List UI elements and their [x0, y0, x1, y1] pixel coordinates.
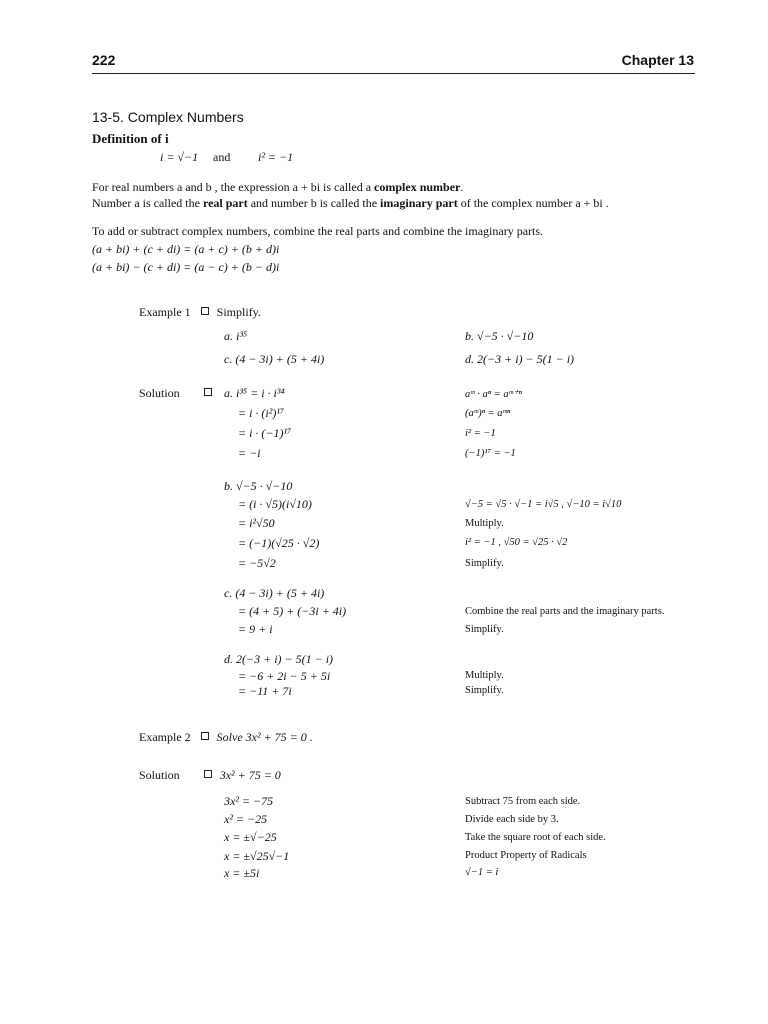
solution-step: = 9 + i: [238, 622, 273, 636]
section-title: 13-5. Complex Numbers: [92, 109, 244, 125]
solution-note: i² = −1 , √50 = √25 · √2: [465, 537, 568, 548]
solution-step: = −5√2: [238, 556, 276, 570]
definition-and: and: [213, 150, 231, 164]
solution-note: Simplify.: [465, 558, 504, 569]
solution-step: c. (4 − 3i) + (5 + 4i): [224, 586, 325, 600]
example-1-part-a: a. i³⁵: [224, 329, 248, 343]
solution-note: √−1 = i: [465, 867, 499, 878]
solution-note: Subtract 75 from each side.: [465, 796, 581, 807]
solution-step: = (−1)(√25 · √2): [238, 536, 320, 550]
example-1-part-b: b. √−5 · √−10: [465, 329, 534, 343]
solution-step: d. 2(−3 + i) − 5(1 − i): [224, 652, 334, 666]
solution-step: = −i: [238, 446, 261, 460]
solution-note: aᵐ · aⁿ = aᵐ⁺ⁿ: [465, 389, 522, 400]
solution-step: b. √−5 · √−10: [224, 479, 293, 493]
solution-1-label: Solution: [139, 386, 220, 401]
solution-note: (−1)¹⁷ = −1: [465, 448, 516, 459]
solution-step: = −11 + 7i: [238, 684, 292, 698]
solution-step: a. i³⁵ = i · i³⁴: [224, 386, 285, 400]
solution-note: Simplify.: [465, 624, 504, 635]
solution-step: x = ±√−25: [224, 830, 277, 844]
solution-2-label: Solution 3x² + 75 = 0: [139, 768, 281, 782]
square-bullet-icon: [201, 732, 209, 740]
solution-note: Combine the real parts and the imaginary parts.: [465, 606, 665, 617]
definition-i-sqrt: i = √−1: [160, 150, 199, 164]
solution-step: x = ±√25√−1: [224, 849, 290, 863]
solution-step: x² = −25: [224, 812, 268, 826]
page-number: 222: [92, 52, 116, 68]
solution-note: Take the square root of each side.: [465, 832, 606, 843]
real-imaginary-part-definition: Number a is called the real part and number b is called the imaginary part of the complex number a + bi .: [92, 196, 609, 210]
add-subtract-instruction: To add or subtract complex numbers, combine the real parts and combine the imaginary parts.: [92, 224, 544, 238]
example-1-part-d: d. 2(−3 + i) − 5(1 − i): [465, 352, 575, 366]
addition-rule: (a + bi) + (c + di) = (a + c) + (b + d)i: [92, 242, 280, 256]
solution-note: Simplify.: [465, 685, 504, 696]
solution-note: Product Property of Radicals: [465, 850, 587, 861]
solution-step: = i · (−1)¹⁷: [238, 426, 292, 440]
square-bullet-icon: [201, 307, 209, 315]
example-1-part-c: c. (4 − 3i) + (5 + 4i): [224, 352, 325, 366]
solution-note: (aᵐ)ⁿ = aᵐⁿ: [465, 408, 511, 419]
solution-note: Multiply.: [465, 518, 504, 529]
solution-note: Divide each side by 3.: [465, 814, 559, 825]
solution-step: = −6 + 2i − 5 + 5i: [238, 669, 331, 683]
solution-note: √−5 = √5 · √−1 = i√5 , √−10 = i√10: [465, 499, 622, 510]
solution-note: Multiply.: [465, 670, 504, 681]
square-bullet-icon: [204, 770, 212, 778]
solution-step: 3x² = −75: [224, 794, 274, 808]
example-1-label: Example 1 Simplify.: [139, 305, 261, 319]
solution-step: = (4 + 5) + (−3i + 4i): [238, 604, 347, 618]
chapter-title: Chapter 13: [621, 52, 694, 68]
definition-i-squared: i² = −1: [258, 150, 294, 164]
definition-title: Definition of i: [92, 131, 169, 146]
solution-step: = (i · √5)(i√10): [238, 497, 312, 511]
subtraction-rule: (a + bi) − (c + di) = (a − c) + (b − d)i: [92, 260, 280, 274]
example-2-label: Example 2 Solve 3x² + 75 = 0 .: [139, 730, 313, 744]
solution-step: = i · (i²)¹⁷: [238, 406, 285, 420]
complex-number-definition: For real numbers a and b , the expression a + bi is called a complex number.: [92, 180, 464, 194]
solution-step: x = ±5i: [224, 866, 260, 880]
header-rule: [92, 73, 695, 74]
solution-step: = i²√50: [238, 516, 275, 530]
solution-note: i² = −1: [465, 428, 496, 439]
square-bullet-icon: [204, 388, 212, 396]
